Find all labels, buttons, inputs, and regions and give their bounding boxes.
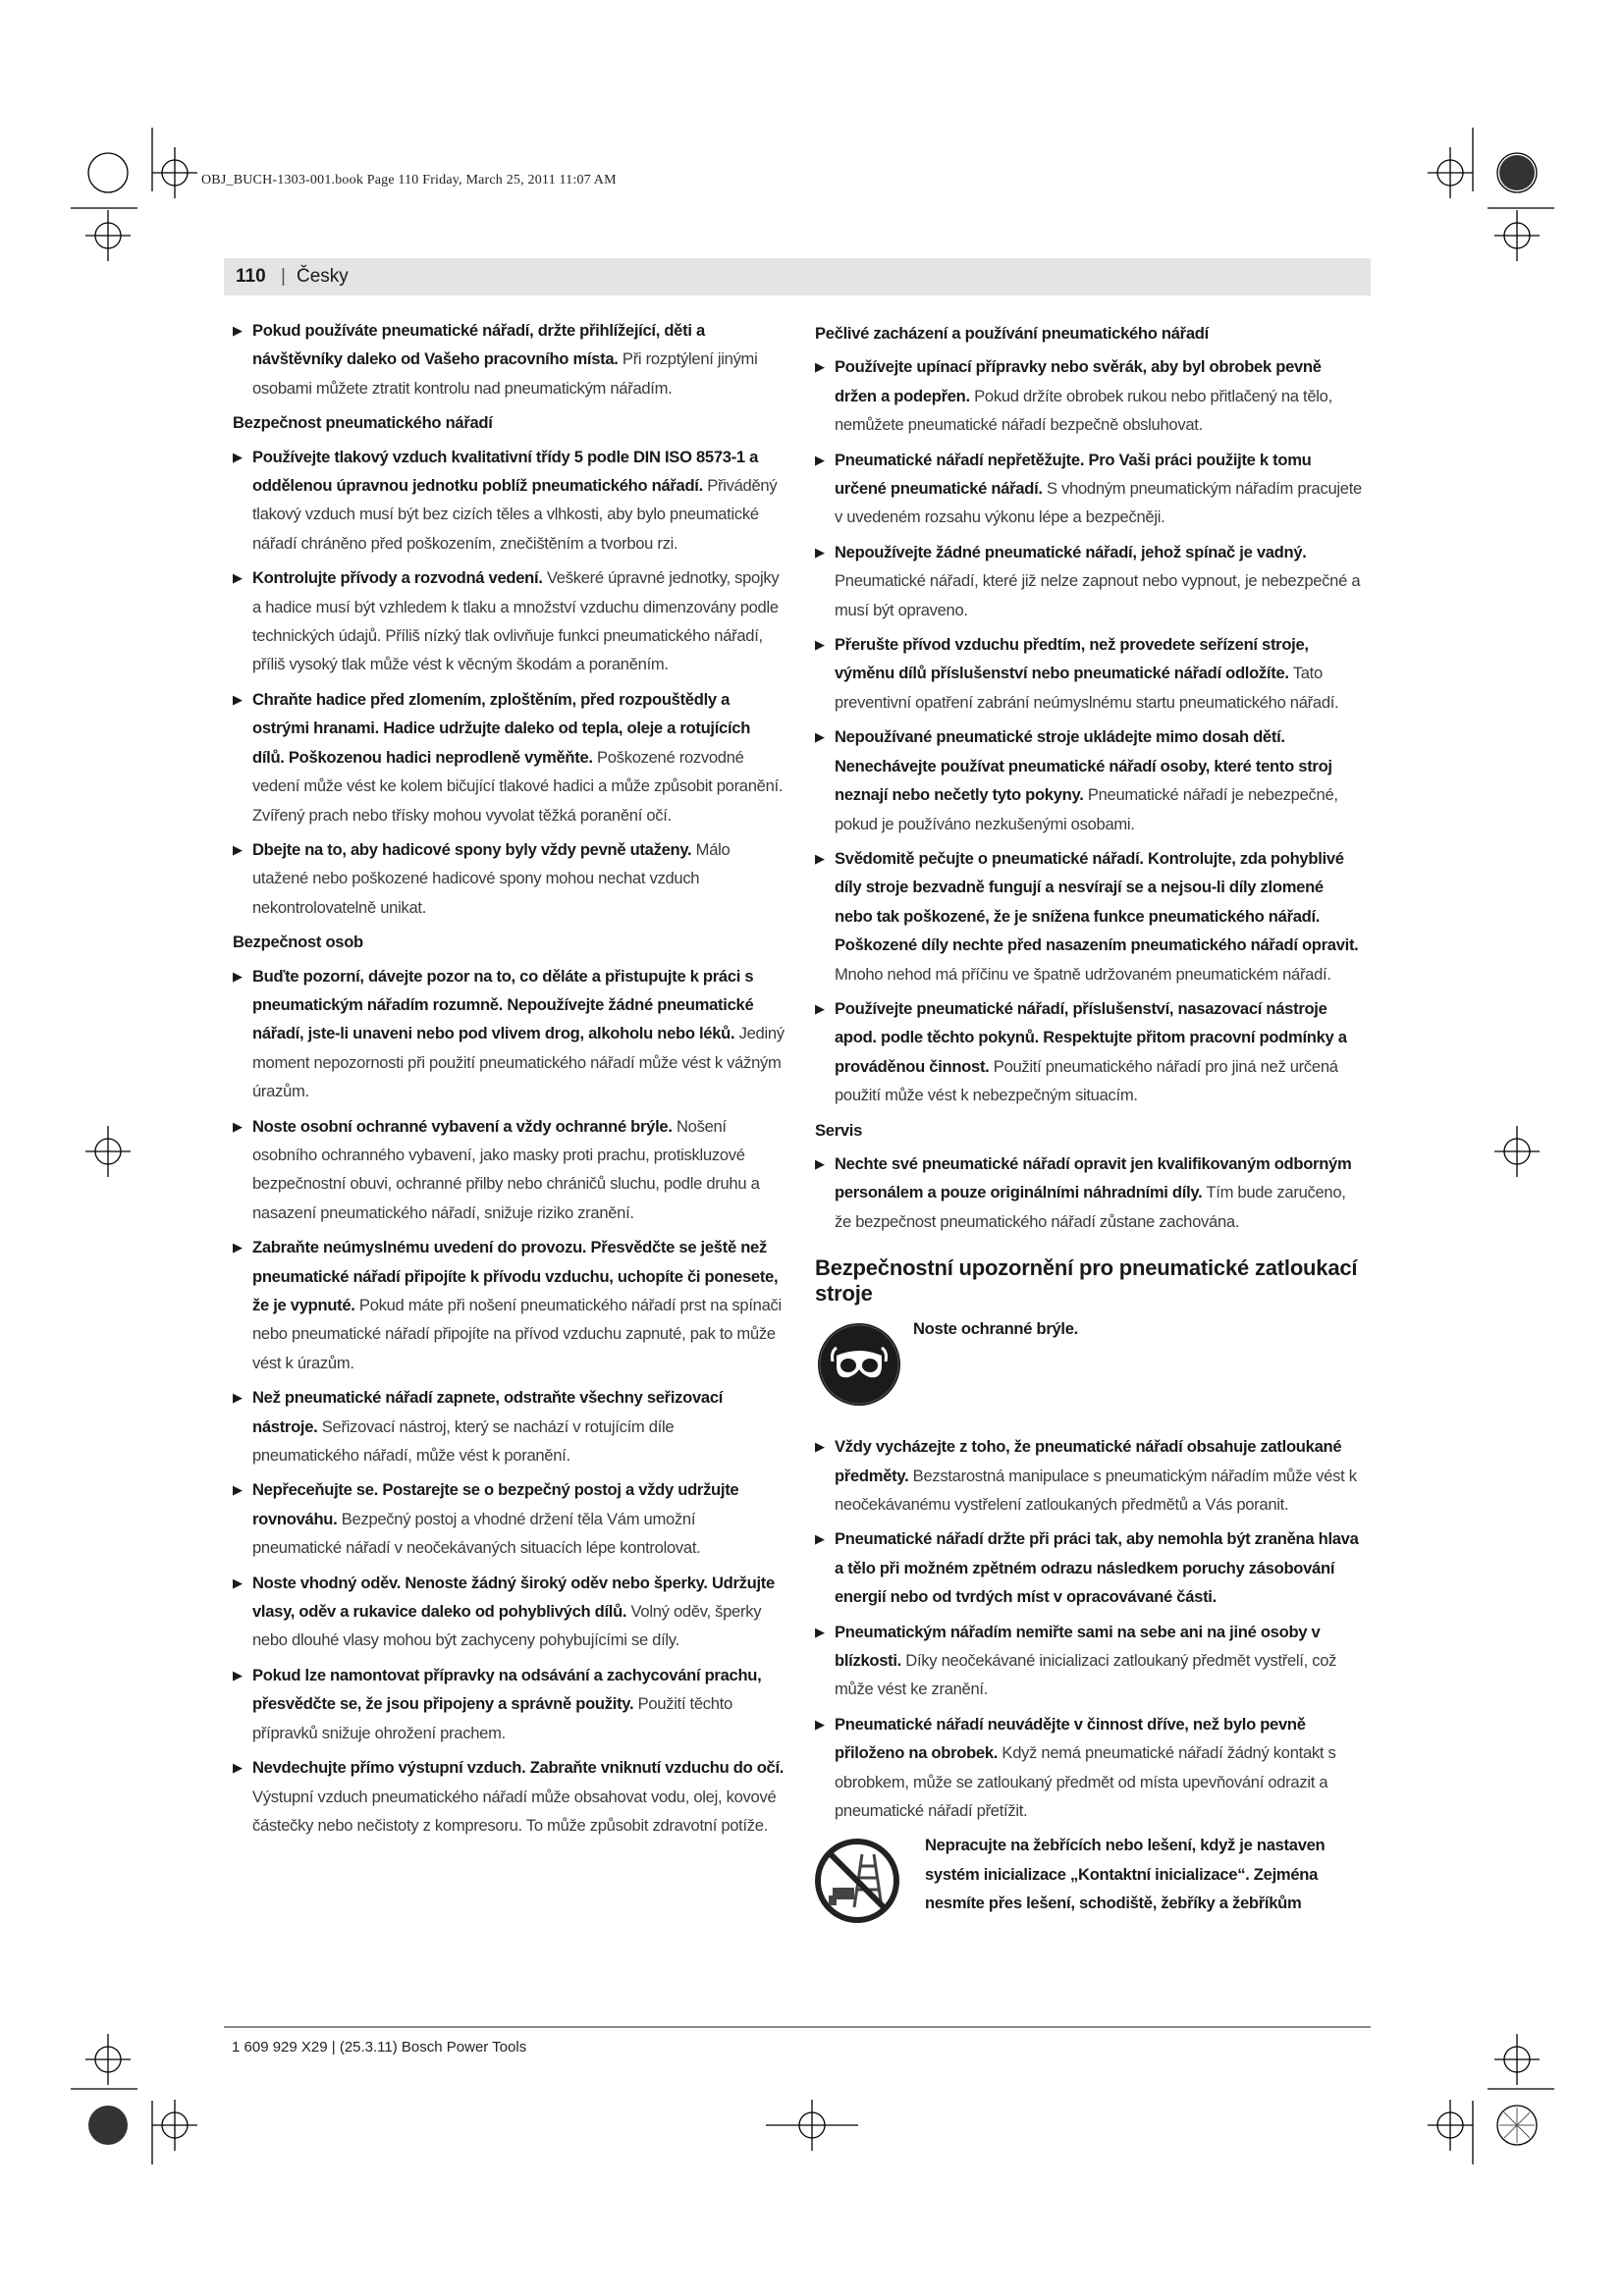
list-item: ▶ Nepoužívané pneumatické stroje ukládejte mimo dosah dětí. Nenechávejte používat pneumatické nářadí osoby, které tento stroj neznají nebo nečetly tyto pokyny. Pneumatické nářadí je nebezpečné, pokud je používáno nezkušenými osobami. xyxy=(815,722,1365,838)
list-item: ▶ Nechte své pneumatické nářadí opravit jen kvalifikovaným odborným personálem a pouze originálními náhradními díly. Tím bude zaručeno, že bezpečnost pneumatického nářadí zůstane zachována. xyxy=(815,1149,1365,1236)
goggles-caption: Noste ochranné brýle. xyxy=(913,1319,1078,1339)
page-number: 110 xyxy=(236,266,266,287)
list-item: ▶ Noste osobní ochranné vybavení a vždy ochranné brýle. Nošení osobního ochranného vybavení, jako masky proti prachu, protiskluzové bezpečnostní obuvi, ochranné přilby nebo chráničů sluchu, podle druhu a nasazení pneumatického nářadí, snižuje riziko zranění. xyxy=(233,1112,785,1228)
list-item: ▶ Pneumatické nářadí nepřetěžujte. Pro Vaši práci použijte k tomu určené pneumatické nářadí. S vhodným pneumatickým nářadím pracujete v uvedeném rozsahu výkonu lépe a bezpečněji. xyxy=(815,446,1365,532)
list-item: ▶ Než pneumatické nářadí zapnete, odstraňte všechny seřizovací nástroje. Seřizovací nástroj, který se nachází v rotujícím díle pneumatického nářadí, může vést k poranění. xyxy=(233,1383,785,1469)
footer-divider xyxy=(224,2026,1371,2028)
section-heading: Bezpečnostní upozornění pro pneumatické zatloukací stroje xyxy=(815,1255,1358,1307)
list-item: ▶ Chraňte hadice před zlomením, zploštěním, před rozpouštědly a ostrými hranami. Hadice udržujte daleko od tepla, oleje a rotujících dílů. Poškozenou hadici neprodleně vyměňte. Poškozené rozvodné vedení může vést ke kolem bičující tlakové hadici a může způsobit poranění. Zvířený prach nebo třísky mohou vyvolat těžká poranění očí. xyxy=(233,685,785,829)
header-separator: | xyxy=(281,266,286,287)
left-column xyxy=(233,316,785,1845)
list-item: ▶ Kontrolujte přívody a rozvodná vedení. Veškeré úpravné jednotky, spojky a hadice musí být vzhledem k tlaku a množství vzduchu dimenzovány podle technických údajů. Příliš nízký tlak ovlivňuje funkci pneumatického nářadí, příliš vysoký tlak může vést k věcným škodám a poraněním. xyxy=(233,563,785,679)
list-item: ▶ Používejte tlakový vzduch kvalitativní třídy 5 podle DIN ISO 8573-1 a oddělenou úpravnou jednotku poblíž pneumatického nářadí. Přiváděný tlakový vzduch musí být bez cizích těles a vlhkosti, aby bylo pneumatické nářadí chráněno před poškozením, znečištěním a tvorbou rzi. xyxy=(233,443,785,559)
ladder-caption: Nepracujte na žebřících nebo lešení, když je nastaven systém inicializace „Kontaktní inicializace“. Zejména nesmíte přes lešení, schodiště, žebříky a žebříkům xyxy=(925,1836,1326,1913)
list-item: ▶ Nepoužívejte žádné pneumatické nářadí, jehož spínač je vadný. Pneumatické nářadí, které již nelze zapnout nebo vypnout, je nebezpečné a musí být opraveno. xyxy=(815,538,1365,624)
subheading: Bezpečnost osob xyxy=(233,933,363,952)
right-column xyxy=(815,316,1365,1929)
safety-goggles-icon xyxy=(817,1322,901,1407)
header-language: Česky xyxy=(297,266,349,287)
no-ladder-icon xyxy=(815,1839,899,1923)
list-item: ▶ Nevdechujte přímo výstupní vzduch. Zabraňte vniknutí vzduchu do očí. Výstupní vzduch pneumatického nářadí může obsahovat vodu, olej, kovové částečky nebo nečistoty z kompresoru. To může způsobit zdravotní potíže. xyxy=(233,1753,785,1840)
list-item: ▶ Zabraňte neúmyslnému uvedení do provozu. Přesvědčte se ještě než pneumatické nářadí připojíte k přívodu vzduchu, uchopíte či ponesete, že je vypnuté. Pokud máte při nošení pneumatického nářadí prst na spínači nebo pneumatické nářadí připojíte na přívod vzduchu zapnuté, pak to může vést k úrazům. xyxy=(233,1233,785,1377)
list-item: ▶ Přerušte přívod vzduchu předtím, než provedete seřízení stroje, výměnu dílů příslušenství nebo pneumatické nářadí odložíte. Tato preventivní opatření zabrání neúmyslnému startu pneumatického nářadí. xyxy=(815,630,1365,717)
list-item: ▶ Vždy vycházejte z toho, že pneumatické nářadí obsahuje zatloukané předměty. Bezstarostná manipulace s pneumatickým nářadím může vést k neočekávanému vystřelení zatloukaných předmětů a Vás poranit. xyxy=(815,1432,1365,1519)
list-item: ▶ Pokud lze namontovat přípravky na odsávání a zachycování prachu, přesvědčte se, že jsou připojeny a správně použity. Použití těchto přípravků snižuje ohrožení prachem. xyxy=(233,1661,785,1747)
goggles-notice xyxy=(815,1314,1365,1432)
list-item: ▶ Nepřeceňujte se. Postarejte se o bezpečný postoj a vždy udržujte rovnováhu. Bezpečný postoj a vhodné držení těla Vám umožní pneumatické nářadí v neočekávaných situacích lépe kontrolovat. xyxy=(233,1475,785,1562)
list-item: ▶ Používejte upínací přípravky nebo svěrák, aby byl obrobek pevně držen a podepřen. Pokud držíte obrobek rukou nebo přitlačený na tělo, nemůžete pneumatické nářadí bezpečně obsluhovat. xyxy=(815,352,1365,439)
list-item: ▶ Pneumatické nářadí neuvádějte v činnost dříve, než bylo pevně přiloženo na obrobek. Když nemá pneumatické nářadí žádný kontakt s obrobkem, může se zatloukaný předmět od místa upevňování odrazit a pneumatické nářadí přetížit. xyxy=(815,1710,1365,1826)
list-item: ▶ Pneumatické nářadí držte při práci tak, aby nemohla být zraněna hlava a tělo při možném zpětném odrazu následkem poruchy zásobování energií nebo od tvrdých míst v opracovávané části. xyxy=(815,1524,1365,1611)
ladder-notice xyxy=(815,1831,1365,1929)
subheading: Pečlivé zacházení a používání pneumatického nářadí xyxy=(815,324,1209,343)
subheading: Bezpečnost pneumatického nářadí xyxy=(233,413,493,433)
list-item: ▶ Pokud používáte pneumatické nářadí, držte přihlížející, děti a návštěvníky daleko od Vašeho pracovního místa. Při rozptýlení jinými osobami můžete ztratit kontrolu nad pneumatickým nářadím. xyxy=(233,316,785,402)
subheading: Servis xyxy=(815,1120,863,1140)
list-item: ▶ Používejte pneumatické nářadí, příslušenství, nasazovací nástroje apod. podle těchto pokynů. Respektujte přitom pracovní podmínky a prováděnou činnost. Použití pneumatického nářadí pro jiná než určená použití může vést k nebezpečným situacím. xyxy=(815,994,1365,1110)
page-header xyxy=(224,258,1371,295)
list-item: ▶ Noste vhodný oděv. Nenoste žádný široký oděv nebo šperky. Udržujte vlasy, oděv a rukavice daleko od pohyblivých dílů. Volný oděv, šperky nebo dlouhé vlasy mohou být zachyceny pohybujícími se díly. xyxy=(233,1569,785,1655)
footer: 1 609 929 X29 | (25.3.11) Bosch Power Tools xyxy=(232,2039,527,2056)
print-info: OBJ_BUCH-1303-001.book Page 110 Friday, March 25, 2011 11:07 AM xyxy=(201,173,617,187)
list-item: ▶ Buďte pozorní, dávejte pozor na to, co děláte a přistupujte k práci s pneumatickým nářadím rozumně. Nepoužívejte žádné pneumatické nářadí, jste-li unaveni nebo pod vlivem drog, alkoholu nebo léků. Jediný moment nepozornosti při použití pneumatického nářadí může vést k vážným úrazům. xyxy=(233,962,785,1106)
list-item: ▶ Dbejte na to, aby hadicové spony byly vždy pevně utaženy. Málo utažené nebo poškozené hadicové spony mohou nechat vzduch nekontrolovatelně unikat. xyxy=(233,835,785,922)
list-item: ▶ Pneumatickým nářadím nemiřte sami na sebe ani na jiné osoby v blízkosti. Díky neočekávané inicializaci zatloukaný předmět vystřelí, což může vést ke zranění. xyxy=(815,1618,1365,1704)
list-item: ▶ Svědomitě pečujte o pneumatické nářadí. Kontrolujte, zda pohyblivé díly stroje bezvadně fungují a nesvírají se a nejsou-li díly zlomené nebo tak poškozené, že je snížena funkce pneumatického nářadí. Poškozené díly nechte před nasazením pneumatického nářadí opravit. Mnoho nehod má příčinu ve špatně udržovaném pneumatickém nářadí. xyxy=(815,844,1365,988)
